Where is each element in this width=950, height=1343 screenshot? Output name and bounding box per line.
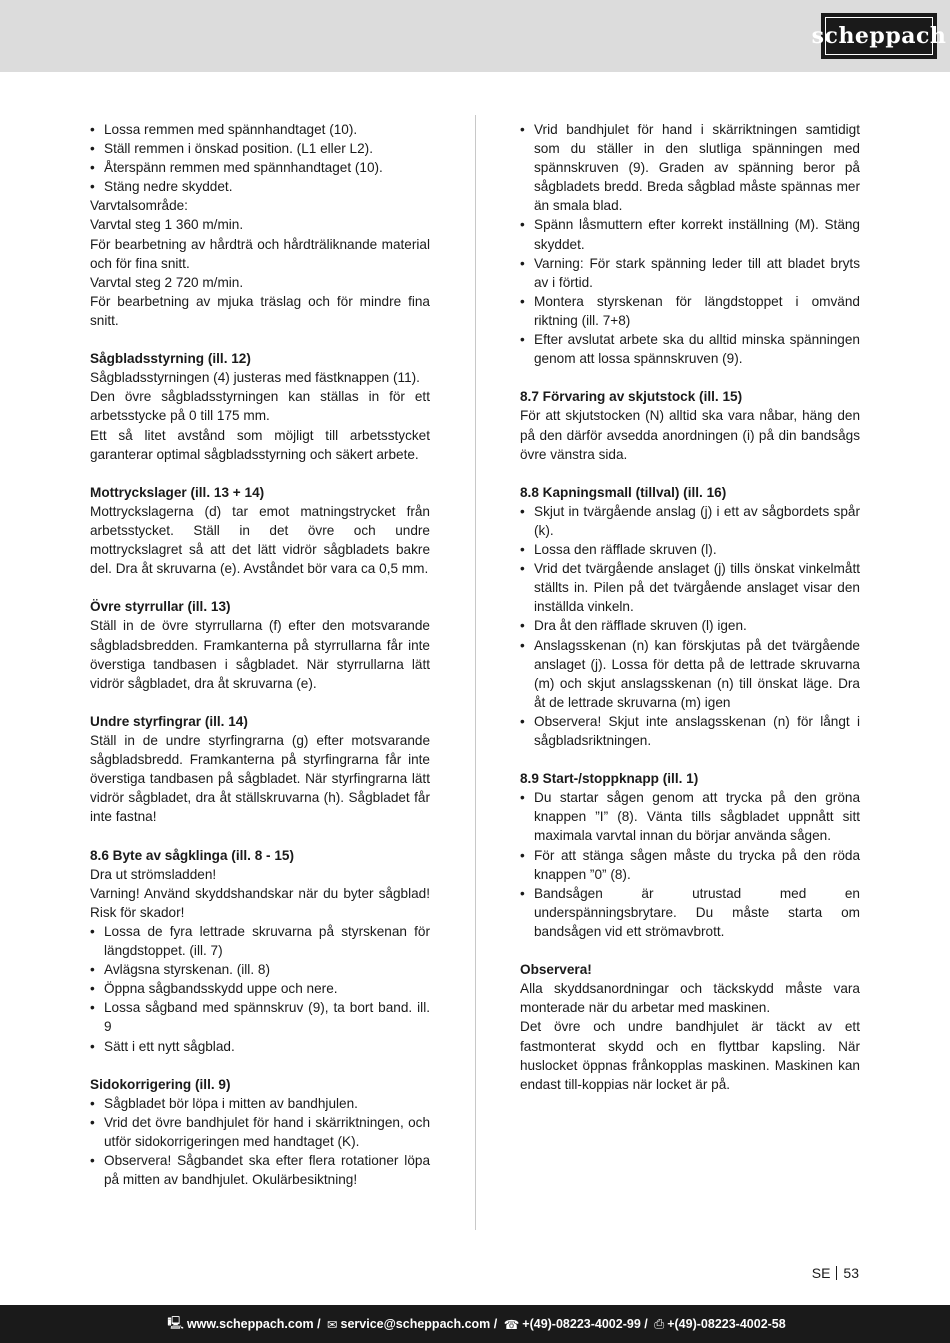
speed-step-2-desc: För bearbetning av mjuka träslag och för mindre fina snitt. xyxy=(90,293,430,328)
list-item: • Återspänn remmen med spännhandtaget (10). xyxy=(90,158,430,177)
list-item: • Skjut in tvärgående anslag (j) i ett av sågbordets spår (k). xyxy=(520,502,860,540)
section-heading: Sågbladsstyrning (ill. 12) xyxy=(90,351,251,367)
intro-list xyxy=(90,120,430,196)
list-item: • Lossa de fyra lettrade skruvarna på styrskenan för längdstoppet. (ill. 7) xyxy=(90,922,430,960)
speed-step-1-desc: För bearbetning av hårdträ och hårdträliknande material och för fina snitt. xyxy=(90,236,430,271)
speed-range-label: Varvtalsområde: xyxy=(90,198,188,214)
paragraph: Ställ in de övre styrrullarna (f) efter den motsvarande sågbladsbredden. Framkanterna på styrrullarna får inte överstiga tandbasen i sågbladet. När styrrullarna lätt vidrör sågbladet, dra åt skruvarna (e). xyxy=(90,618,430,691)
list-item: • Vrid bandhjulet för hand i skärriktningen samtidigt som du ställer in den slutliga spänningen med spännskruven (9). Graden av spänning beror på sågbladets bredd. Breda sågblad måste spännas mer än smala blad. xyxy=(520,120,860,215)
list-item: • Vrid det tvärgående anslaget (j) tills önskat vinkelmått ställts in. Pilen på det tvärgående anslaget visar den inställda vinkeln. xyxy=(520,559,860,616)
footer-email[interactable]: service@scheppach.com xyxy=(340,1317,491,1331)
right-column xyxy=(520,120,860,1094)
list-item: • Öppna sågbandsskydd uppe och nere. xyxy=(90,979,430,998)
list-item: • Dra åt den räfflade skruven (l) igen. xyxy=(520,616,860,635)
section-heading: Sidokorrigering (ill. 9) xyxy=(90,1076,231,1092)
left-column xyxy=(90,120,430,1189)
section-heading: Undre styrfingrar (ill. 14) xyxy=(90,713,248,729)
list-item: • Bandsågen är utrustad med en underspänningsbrytare. Du måste starta om bandsågen vid ett strömavbrott. xyxy=(520,884,860,941)
list-item: • För att stänga sågen måste du trycka på den röda knappen ”0” (8). xyxy=(520,846,860,884)
list-item: • Varning: För stark spänning leder till att bladet bryts av i förtid. xyxy=(520,254,860,292)
list-item: • Du startar sågen genom att trycka på den gröna knappen ”I” (8). Vänta tills sågbladet uppnått sitt maximala varvtal innan du börjar använda sågen. xyxy=(520,788,860,845)
mail-icon: ✉ xyxy=(327,1317,338,1332)
list-item: • Lossa den räfflade skruven (l). xyxy=(520,540,860,559)
section-heading: 8.9 Start-/stoppknapp (ill. 1) xyxy=(520,771,699,787)
paragraph: Den övre sågbladsstyrningen kan ställas in för ett arbetsstycke på 0 till 175 mm. xyxy=(90,389,430,424)
paragraph: Ställ in de undre styrfingrarna (g) efter motsvarande sågbladsbredd. Framkanterna på styrfingrarna får inte överstiga tandbasen på sågbladet. När styrfingrarna lätt vidrör sågbladet, dra åt ställskruvarna (h). Sågbladet får inte fastna! xyxy=(90,733,430,825)
paragraph: Sågbladsstyrningen (4) justeras med fästknappen (11). xyxy=(90,370,420,386)
page-number-value: 53 xyxy=(843,1265,859,1281)
template-list xyxy=(520,502,860,750)
section-heading: 8.7 Förvaring av skjutstock (ill. 15) xyxy=(520,389,743,405)
list-item: • Sågbladet bör löpa i mitten av bandhjulen. xyxy=(90,1094,430,1113)
list-item: • Vrid det övre bandhjulet för hand i skärriktningen, och utför sidokorrigeringen med handtaget (K). xyxy=(90,1113,430,1151)
header-bar xyxy=(0,0,950,72)
fax-icon: ⎙ xyxy=(654,1316,665,1331)
phone-icon: ☎ xyxy=(503,1317,520,1332)
list-item: • Avlägsna styrskenan. (ill. 8) xyxy=(90,960,430,979)
side-correction-list xyxy=(90,1094,430,1189)
column-divider xyxy=(475,115,476,1230)
language-code: SE xyxy=(811,1265,831,1281)
list-item: • Anslagsskenan (n) kan förskjutas på det tvärgående anslaget (j). Lossa för detta på de lettrade skruvarna (m) och skjut anslagsskenan (n) till önskat läge. Dra åt de lettrade skruvarna (m) igen xyxy=(520,636,860,712)
paragraph: Det övre och undre bandhjulet är täckt av ett fastmonterat skydd och en flyttbar kapsling. När huslocket öppnas frånkopplas maskinen. Maskinen kan endast till-koppias när locket är på. xyxy=(520,1019,860,1092)
paragraph: Dra ut strömsladden! xyxy=(90,866,217,882)
paragraph: Alla skyddsanordningar och täckskydd måste vara monterade när du arbetar med maskinen. xyxy=(520,981,860,1016)
tension-list xyxy=(520,120,860,368)
list-item: • Observera! Skjut inte anslagsskenan (n) för långt i sågbladsriktningen. xyxy=(520,712,860,750)
paragraph: Ett så litet avstånd som möjligt till arbetsstycket garanterar optimal sågbladsstyrning och säkert arbete. xyxy=(90,427,430,462)
start-stop-list xyxy=(520,788,860,941)
footer-separator: / xyxy=(313,1317,325,1331)
section-heading: 8.8 Kapningsmall (tillval) (ill. 16) xyxy=(520,484,727,500)
footer-phone[interactable]: +(49)-08223-4002-99 xyxy=(522,1317,641,1331)
section-heading: 8.6 Byte av sågklinga (ill. 8 - 15) xyxy=(90,847,294,863)
footer-web[interactable]: www.scheppach.com xyxy=(186,1317,314,1331)
paragraph: För att skjutstocken (N) alltid ska vara nåbar, häng den på den därför avsedda anordningen (i) på din bandsågs övre vänstra sida. xyxy=(520,408,860,462)
blade-change-list xyxy=(90,922,430,1056)
list-item: • Spänn låsmuttern efter korrekt inställning (M). Stäng skyddet. xyxy=(520,215,860,253)
list-item: • Observera! Sågbandet ska efter flera rotationer löpa på mitten av bandhjulet. Okulärbesiktning! xyxy=(90,1151,430,1189)
section-heading: Observera! xyxy=(520,962,592,978)
computer-icon: 🖳 xyxy=(167,1315,184,1330)
page-number-separator xyxy=(836,1266,837,1280)
paragraph: Varning! Använd skyddshandskar när du byter sågblad! Risk för skador! xyxy=(90,885,430,920)
speed-step-2: Varvtal steg 2 720 m/min. xyxy=(90,274,244,290)
paragraph: Mottryckslagerna (d) tar emot matningstrycket från arbetsstycket. Ställ in det övre och undre mottryckslagret så att det lätt vidrör sågbladets bakre del. Dra åt skruvarna (e). Avståndet bör vara ca 0,5 mm. xyxy=(90,503,430,577)
list-item: • Stäng nedre skyddet. xyxy=(90,177,430,196)
list-item: • Lossa remmen med spännhandtaget (10). xyxy=(90,120,430,139)
list-item: • Efter avslutat arbete ska du alltid minska spänningen genom att lossa spännskruven (9). xyxy=(520,330,860,368)
list-item: • Sätt i ett nytt sågblad. xyxy=(90,1037,430,1056)
list-item: • Lossa sågband med spännskruv (9), ta bort band. ill. 9 xyxy=(90,998,430,1036)
footer-separator: / xyxy=(490,1317,501,1331)
section-heading: Övre styrrullar (ill. 13) xyxy=(90,599,231,615)
section-heading: Mottryckslager (ill. 13 + 14) xyxy=(90,484,265,500)
footer-fax[interactable]: +(49)-08223-4002-58 xyxy=(667,1317,786,1331)
scheppach-logo: scheppach xyxy=(821,13,937,59)
speed-step-1: Varvtal steg 1 360 m/min. xyxy=(90,217,244,233)
footer-bar xyxy=(0,1305,950,1343)
list-item: • Montera styrskenan för längdstoppet i omvänd riktning (ill. 7+8) xyxy=(520,292,860,330)
footer-separator: / xyxy=(640,1317,652,1331)
page-number xyxy=(812,1265,859,1281)
list-item: • Ställ remmen i önskad position. (L1 eller L2). xyxy=(90,139,430,158)
